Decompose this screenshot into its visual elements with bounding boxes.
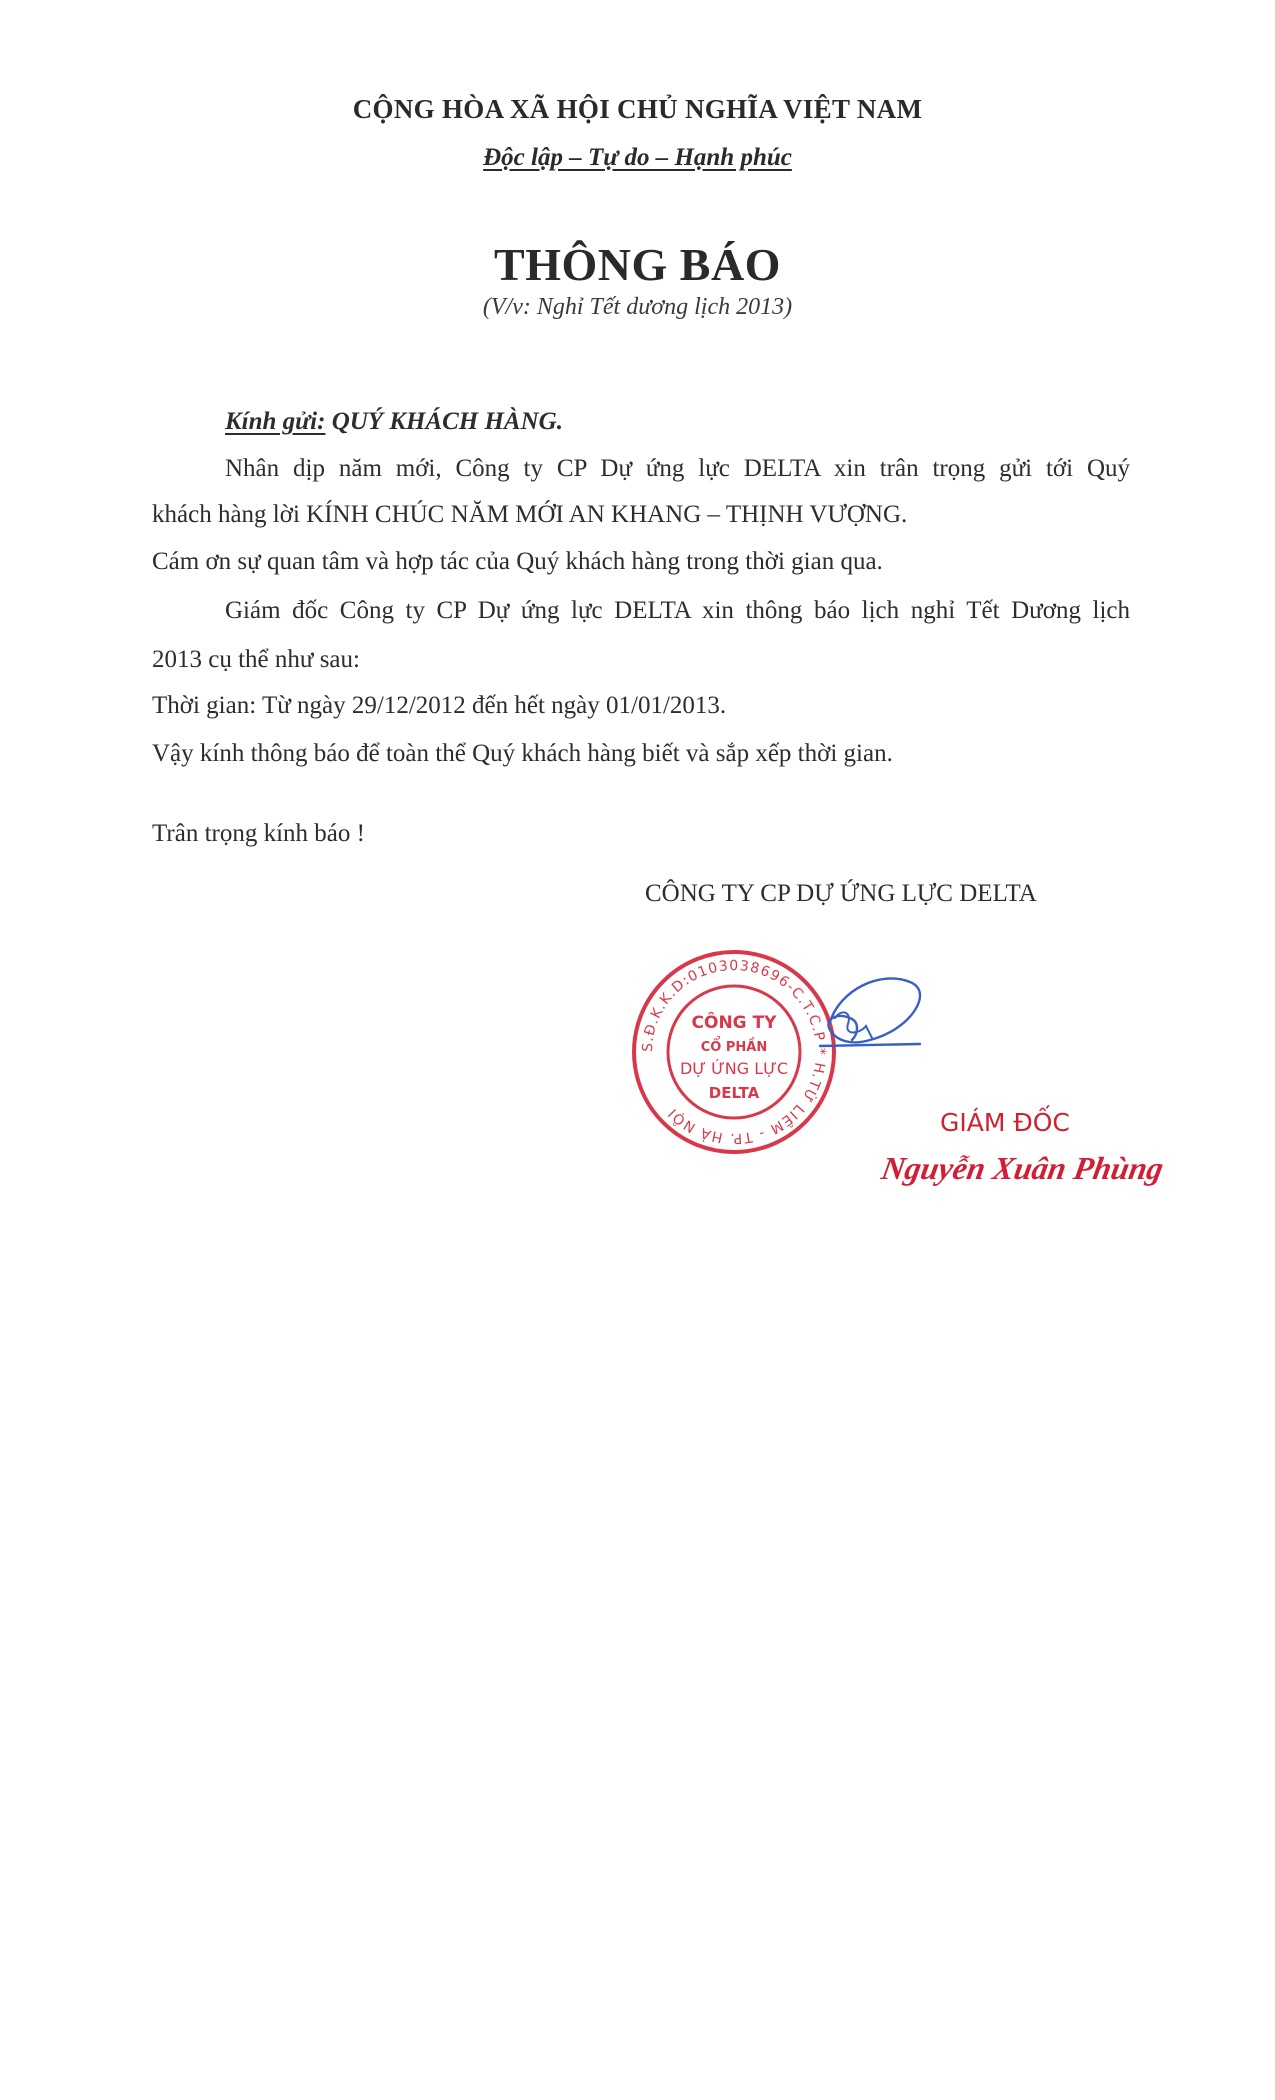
seal-line-2: CỔ PHẦN bbox=[700, 1040, 768, 1055]
signatory-company: CÔNG TY CP DỰ ỨNG LỰC DELTA bbox=[645, 880, 1037, 907]
document-subject: (V/v: Nghỉ Tết dương lịch 2013) bbox=[482, 294, 793, 320]
greeting bbox=[225, 408, 563, 436]
paragraph-1-line-2: khách hàng lời KÍNH CHÚC NĂM MỚI AN KHANG – THỊNH VƯỢNG. bbox=[152, 501, 908, 528]
closing-line: Trân trọng kính báo ! bbox=[152, 820, 365, 847]
paragraph-1-line-1: Nhân dịp năm mới, Công ty CP Dự ứng lực DELTA xin trân trọng gửi tới Quý bbox=[225, 455, 1130, 482]
director-name: Nguyễn Xuân Phùng bbox=[878, 1150, 1167, 1186]
handwritten-signature bbox=[760, 960, 930, 1080]
seal-line-4: DELTA bbox=[708, 1084, 760, 1102]
seal-line-1: CÔNG TY bbox=[691, 1013, 777, 1033]
paragraph-2: Cám ơn sự quan tâm và hợp tác của Quý khách hàng trong thời gian qua. bbox=[152, 548, 883, 575]
document-title: THÔNG BÁO bbox=[494, 239, 781, 290]
paragraph-4-holiday-time: Thời gian: Từ ngày 29/12/2012 đến hết ngày 01/01/2013. bbox=[152, 692, 727, 719]
seal-line-3: DỰ ỨNG LỰC bbox=[679, 1059, 789, 1078]
paragraph-3-line-1: Giám đốc Công ty CP Dự ứng lực DELTA xin thông báo lịch nghỉ Tết Dương lịch bbox=[225, 597, 1130, 624]
national-header: CỘNG HÒA XÃ HỘI CHỦ NGHĨA VIỆT NAM bbox=[352, 94, 923, 124]
paragraph-5: Vậy kính thông báo để toàn thể Quý khách hàng biết và sắp xếp thời gian. bbox=[152, 740, 893, 767]
director-title: GIÁM ĐỐC bbox=[940, 1108, 1070, 1137]
greeting-label: Kính gửi: bbox=[225, 408, 326, 435]
national-motto: Độc lập – Tự do – Hạnh phúc bbox=[483, 144, 792, 171]
seal-ring-text: S.Đ.K.K.D:0103038696-C.T.C.P * H.TỪ LIÊM - TP. HÀ NỘI bbox=[639, 957, 829, 1147]
paragraph-3-line-2: 2013 cụ thể như sau: bbox=[152, 646, 360, 673]
greeting-recipient: QUÝ KHÁCH HÀNG. bbox=[331, 408, 563, 435]
